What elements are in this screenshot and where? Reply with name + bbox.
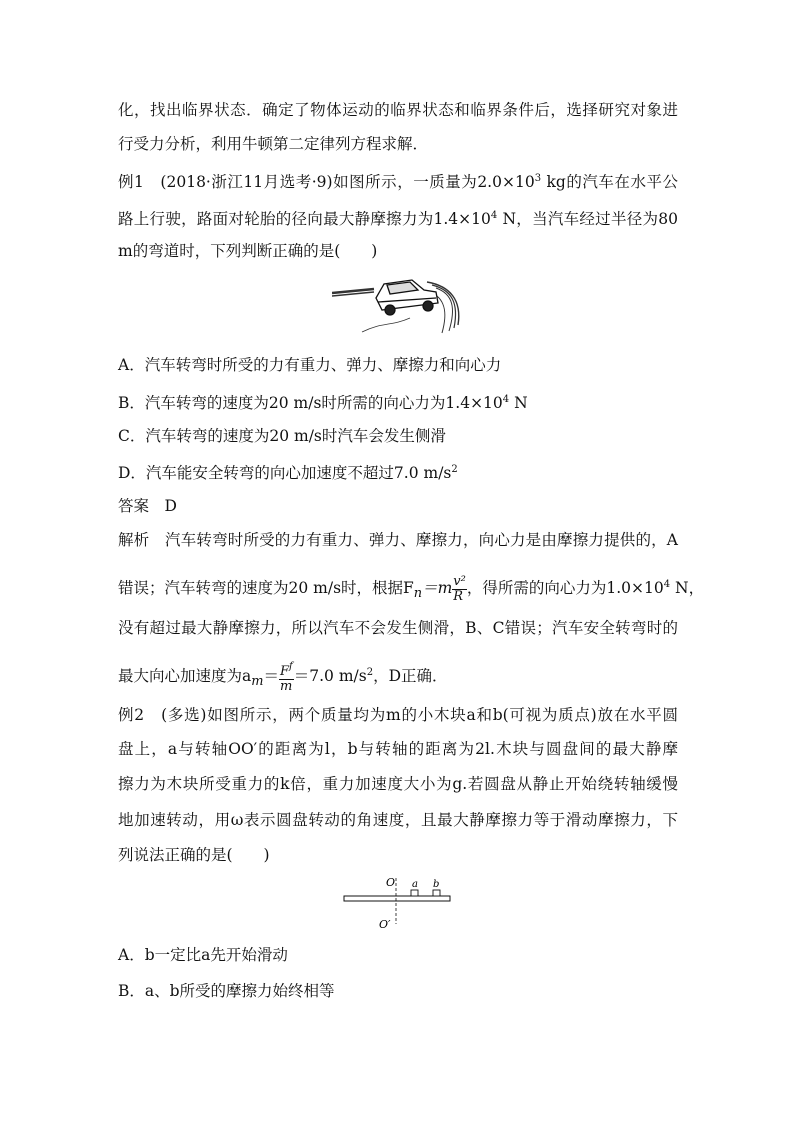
disk — [344, 896, 450, 901]
analysis-line2: 错误；汽车转弯的速度为20 m/s时，根据$F_n=m$ $\frac{\text{v²}}{R}$ ，得所需的向心力为$1.0\times 10^4$ N， — [118, 573, 705, 604]
option-a: A．b一定比a先开始滑动 — [118, 946, 288, 964]
example1-line3: m的弯道时，下列判断正确的是( ) — [118, 242, 378, 260]
fraction-v2-over-r: $\frac{\text{v²}}{R}$ — [453, 573, 466, 604]
example2-line1: 例2 (多选)如图所示，两个质量均为m的小木块a和b(可视为质点)放在水平圆 — [118, 706, 678, 724]
answer: 答案 D — [118, 497, 177, 515]
analysis-line4: 最大向心加速度为$a_m=$ $\frac{F^f}{m}$ ＝7.0 $m/s^2$，D正确． — [118, 661, 448, 694]
example2-line4: 地加速转动，用ω表示圆盘转动的角速度，且最大静摩擦力等于滑动摩擦力，下 — [118, 811, 678, 829]
car-icon — [376, 280, 438, 315]
option-b: B．汽车转弯的速度为20 m/s时所需的向心力为$1.4\times 10^4$ N — [118, 394, 528, 412]
example2-line5: 列说法正确的是( ) — [118, 846, 270, 864]
label-o-prime: O′ — [379, 918, 391, 930]
car-turning-figure — [332, 270, 466, 340]
example1-line2: 路上行驶，路面对轮胎的径向最大静摩擦力为$1.4\times 10^4$ N，当汽车经过半径为80 — [118, 210, 678, 228]
paragraph-line: 化，找出临界状态．确定了物体运动的临界状态和临界条件后，选择研究对象进 — [118, 101, 678, 119]
block-a — [411, 890, 418, 896]
option-b: B．a、b所受的摩擦力始终相等 — [118, 982, 335, 1000]
example1-line1: 例1 (2018·浙江11月选考·9)如图所示，一质量为$2.0\times 10^3$ kg的汽车在水平公 — [118, 173, 678, 191]
label-o: O — [386, 876, 396, 889]
option-d: D．汽车能安全转弯的向心加速度不超过7.0 $m/s^2$ — [118, 464, 458, 482]
analysis-line1: 解析 汽车转弯时所受的力有重力、弹力、摩擦力，向心力是由摩擦力提供的，A — [118, 531, 678, 549]
analysis-line3: 没有超过最大静摩擦力，所以汽车不会发生侧滑，B、C错误；汽车安全转弯时的 — [118, 619, 678, 637]
option-a: A．汽车转弯时所受的力有重力、弹力、摩擦力和向心力 — [118, 356, 502, 374]
example2-line2: 盘上，a与转轴OO′的距离为l，b与转轴的距离为2l.木块与圆盘间的最大静摩 — [118, 740, 678, 758]
rotating-disk-figure — [336, 872, 460, 930]
example2-line3: 擦力为木块所受重力的k倍，重力加速度大小为g.若圆盘从静止开始绕转轴缓慢 — [118, 775, 678, 793]
paragraph-line: 行受力分析，利用牛顿第二定律列方程求解． — [118, 135, 429, 153]
block-b — [433, 890, 440, 896]
label-b: b — [433, 879, 440, 890]
label-a: a — [412, 879, 418, 890]
option-c: C．汽车转弯的速度为20 m/s时汽车会发生侧滑 — [118, 427, 446, 445]
fraction-f-over-m: $\frac{F^f}{m}$ — [280, 661, 293, 694]
